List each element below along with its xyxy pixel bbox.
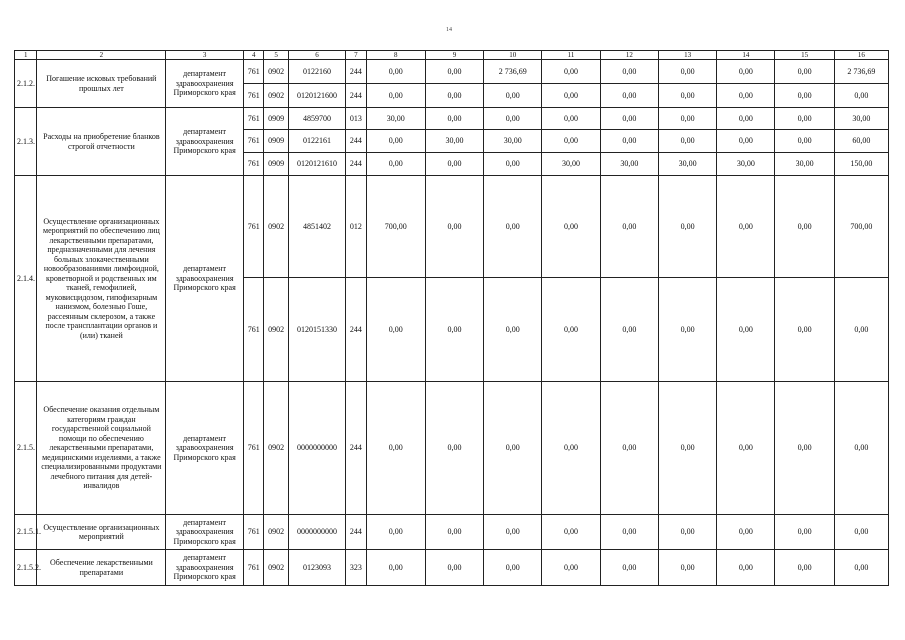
cell: 0000000000: [288, 382, 345, 515]
cell: 0,00: [366, 550, 425, 586]
cell: 0122160: [288, 60, 345, 84]
cell: 0,00: [775, 278, 834, 382]
page-number: 14: [446, 27, 452, 33]
cell: 0,00: [425, 108, 483, 130]
cell: 013: [346, 108, 366, 130]
cell: 0,00: [658, 176, 716, 278]
cell: 0,00: [600, 382, 658, 515]
budget-table: [14, 50, 889, 586]
cell: 0,00: [834, 278, 888, 382]
cell: 0,00: [717, 84, 775, 108]
row-number: 2.1.5.2.: [15, 550, 37, 586]
cell: 323: [346, 550, 366, 586]
cell: 0,00: [366, 153, 425, 176]
cell: 0,00: [366, 278, 425, 382]
table-row: [15, 60, 889, 84]
cell: 4851402: [288, 176, 345, 278]
cell: 2 736,69: [484, 60, 542, 84]
row-department: департамент здравоохранения Приморского края: [166, 60, 244, 108]
row-number: 2.1.5.: [15, 382, 37, 515]
header-cell: 6: [288, 51, 345, 60]
table-row: [15, 515, 889, 550]
header-cell: 5: [264, 51, 289, 60]
header-cell: 8: [366, 51, 425, 60]
cell: 0909: [264, 153, 289, 176]
cell: 244: [346, 84, 366, 108]
cell: 0,00: [600, 278, 658, 382]
cell: 244: [346, 153, 366, 176]
cell: 761: [243, 382, 263, 515]
cell: 60,00: [834, 130, 888, 153]
cell: 0,00: [775, 84, 834, 108]
cell: 0000000000: [288, 515, 345, 550]
cell: 0909: [264, 130, 289, 153]
cell: 30,00: [425, 130, 483, 153]
cell: 0122161: [288, 130, 345, 153]
header-cell: 14: [717, 51, 775, 60]
cell: 0,00: [542, 382, 600, 515]
cell: 761: [243, 84, 263, 108]
cell: 0,00: [425, 84, 483, 108]
header-cell: 7: [346, 51, 366, 60]
table-row: [15, 108, 889, 130]
cell: 244: [346, 278, 366, 382]
cell: 0,00: [425, 60, 483, 84]
row-department: департамент здравоохранения Приморского края: [166, 176, 244, 382]
cell: 0,00: [366, 84, 425, 108]
cell: 30,00: [600, 153, 658, 176]
table-row: [15, 382, 889, 515]
cell: 0120151330: [288, 278, 345, 382]
cell: 761: [243, 550, 263, 586]
cell: 0,00: [775, 130, 834, 153]
row-description: Погашение исковых требований прошлых лет: [37, 60, 166, 108]
cell: 0,00: [484, 84, 542, 108]
cell: 761: [243, 515, 263, 550]
cell: 0,00: [658, 108, 716, 130]
header-cell: 12: [600, 51, 658, 60]
cell: 0,00: [775, 60, 834, 84]
header-row: [15, 51, 889, 60]
cell: 761: [243, 60, 263, 84]
cell: 0,00: [542, 84, 600, 108]
row-description: Осуществление организационных мероприятий по обеспечению лиц лекарственными препаратами, предназначенными для лечения больных злокачественными новообразованиями лимфоидной, кроветворной и родственных им тканей, гемофилией, муковисцидозом, гипофизарным нанизмом, болезнью Гоше, рассеянным склерозом, а также после трансплантации органов и (или) тканей: [37, 176, 166, 382]
cell: 0,00: [717, 515, 775, 550]
cell: 761: [243, 108, 263, 130]
cell: 0,00: [658, 382, 716, 515]
cell: 0,00: [542, 278, 600, 382]
cell: 0120121610: [288, 153, 345, 176]
row-number: 2.1.5.1.: [15, 515, 37, 550]
cell: 0,00: [484, 176, 542, 278]
cell: 0902: [264, 278, 289, 382]
cell: 0,00: [425, 515, 483, 550]
cell: 0,00: [775, 176, 834, 278]
cell: 0,00: [834, 550, 888, 586]
cell: 0,00: [542, 515, 600, 550]
header-cell: 13: [658, 51, 716, 60]
row-description: Осуществление организационных мероприятий: [37, 515, 166, 550]
cell: 0,00: [484, 550, 542, 586]
cell: 0123093: [288, 550, 345, 586]
row-description: Обеспечение лекарственными препаратами: [37, 550, 166, 586]
cell: 0,00: [484, 278, 542, 382]
header-cell: 4: [243, 51, 263, 60]
cell: 0,00: [717, 550, 775, 586]
cell: 761: [243, 130, 263, 153]
cell: 0,00: [484, 515, 542, 550]
cell: 0,00: [717, 130, 775, 153]
cell: 0902: [264, 550, 289, 586]
cell: 30,00: [658, 153, 716, 176]
cell: 700,00: [834, 176, 888, 278]
header-cell: 9: [425, 51, 483, 60]
cell: 0,00: [600, 515, 658, 550]
cell: 0902: [264, 515, 289, 550]
cell: 0,00: [542, 60, 600, 84]
cell: 0,00: [834, 515, 888, 550]
cell: 0,00: [600, 60, 658, 84]
header-cell: 16: [834, 51, 888, 60]
cell: 0,00: [425, 382, 483, 515]
row-department: департамент здравоохранения Приморского края: [166, 550, 244, 586]
cell: 0,00: [484, 108, 542, 130]
cell: 0,00: [717, 382, 775, 515]
cell: 0,00: [658, 515, 716, 550]
cell: 0902: [264, 84, 289, 108]
cell: 0,00: [717, 176, 775, 278]
cell: 0902: [264, 60, 289, 84]
header-cell: 11: [542, 51, 600, 60]
cell: 150,00: [834, 153, 888, 176]
cell: 0,00: [484, 153, 542, 176]
row-description: Расходы на приобретение бланков строгой отчетности: [37, 108, 166, 176]
cell: 0,00: [775, 382, 834, 515]
cell: 0,00: [600, 550, 658, 586]
cell: 0,00: [658, 60, 716, 84]
cell: 761: [243, 153, 263, 176]
cell: 30,00: [834, 108, 888, 130]
cell: 0,00: [484, 382, 542, 515]
cell: 761: [243, 278, 263, 382]
row-number: 2.1.2.: [15, 60, 37, 108]
cell: 4859700: [288, 108, 345, 130]
cell: 30,00: [717, 153, 775, 176]
cell: 0,00: [542, 130, 600, 153]
cell: 0,00: [717, 108, 775, 130]
cell: 0,00: [366, 382, 425, 515]
cell: 0,00: [658, 278, 716, 382]
table-row: [15, 176, 889, 278]
cell: 0,00: [600, 108, 658, 130]
cell: 0,00: [425, 153, 483, 176]
cell: 244: [346, 130, 366, 153]
cell: 0,00: [658, 130, 716, 153]
cell: 0,00: [542, 176, 600, 278]
header-cell: 15: [775, 51, 834, 60]
cell: 0,00: [425, 176, 483, 278]
row-number: 2.1.3.: [15, 108, 37, 176]
cell: 0902: [264, 382, 289, 515]
cell: 761: [243, 176, 263, 278]
row-number: 2.1.4.: [15, 176, 37, 382]
header-cell: 2: [37, 51, 166, 60]
cell: 0,00: [425, 550, 483, 586]
row-department: департамент здравоохранения Приморского края: [166, 515, 244, 550]
cell: 30,00: [484, 130, 542, 153]
cell: 0,00: [366, 60, 425, 84]
cell: 0,00: [658, 84, 716, 108]
cell: 244: [346, 382, 366, 515]
cell: 0,00: [366, 515, 425, 550]
row-department: департамент здравоохранения Приморского края: [166, 108, 244, 176]
cell: 30,00: [542, 153, 600, 176]
cell: 30,00: [775, 153, 834, 176]
cell: 0120121600: [288, 84, 345, 108]
row-description: Обеспечение оказания отдельным категориям граждан государственной социальной помощи по обеспечению лекарственными препаратами, медицинскими изделиями, а также специализированными продуктами лечебного питания для детей-инвалидов: [37, 382, 166, 515]
table-row: [15, 550, 889, 586]
cell: 0909: [264, 108, 289, 130]
cell: 0,00: [600, 130, 658, 153]
cell: 0,00: [775, 108, 834, 130]
cell: 0,00: [834, 382, 888, 515]
cell: 0,00: [366, 130, 425, 153]
cell: 0,00: [600, 176, 658, 278]
cell: 0,00: [658, 550, 716, 586]
cell: 0,00: [600, 84, 658, 108]
cell: 244: [346, 60, 366, 84]
cell: 0,00: [775, 550, 834, 586]
cell: 012: [346, 176, 366, 278]
header-cell: 1: [15, 51, 37, 60]
cell: 0,00: [542, 550, 600, 586]
cell: 30,00: [366, 108, 425, 130]
cell: 700,00: [366, 176, 425, 278]
cell: 0,00: [425, 278, 483, 382]
header-cell: 10: [484, 51, 542, 60]
cell: 0,00: [717, 278, 775, 382]
cell: 244: [346, 515, 366, 550]
cell: 0,00: [775, 515, 834, 550]
cell: 0,00: [834, 84, 888, 108]
cell: 0,00: [542, 108, 600, 130]
cell: 0902: [264, 176, 289, 278]
cell: 2 736,69: [834, 60, 888, 84]
cell: 0,00: [717, 60, 775, 84]
header-cell: 3: [166, 51, 244, 60]
row-department: департамент здравоохранения Приморского края: [166, 382, 244, 515]
